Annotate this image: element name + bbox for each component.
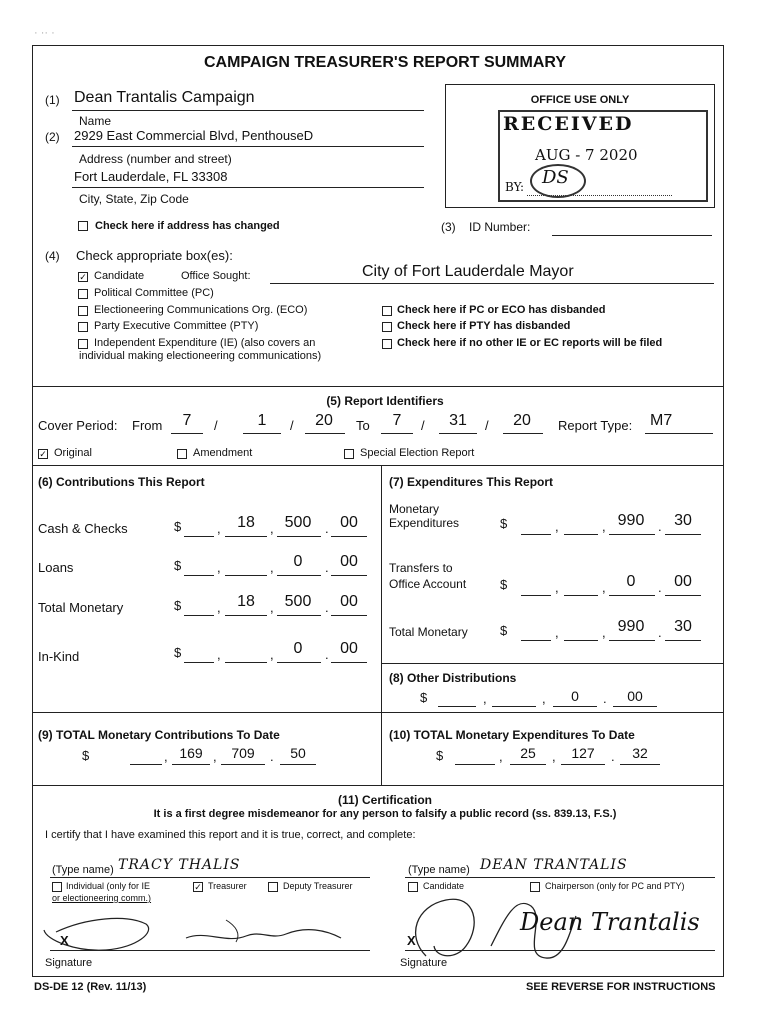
from-year-line bbox=[305, 433, 345, 434]
candidate-name-line bbox=[405, 877, 715, 878]
total-exp-comma-1: , bbox=[555, 625, 559, 640]
cover-period-label: Cover Period: bbox=[38, 418, 118, 433]
etd-cents: 32 bbox=[632, 745, 648, 761]
name-label: Name bbox=[79, 114, 112, 128]
transfers-dollar: $ bbox=[500, 577, 508, 592]
inkind-cents: 00 bbox=[340, 640, 358, 657]
report-type-value: M7 bbox=[650, 412, 673, 429]
monetary-exp-b4 bbox=[665, 534, 701, 535]
monetary-exp-b3 bbox=[609, 534, 655, 535]
individual-label-1: Individual (only for IE bbox=[66, 881, 151, 891]
city-line bbox=[72, 187, 424, 188]
monetary-exp-b2 bbox=[564, 534, 598, 535]
inkind-units: 0 bbox=[293, 640, 303, 657]
divider-8-9 bbox=[32, 712, 724, 713]
cash-dot: . bbox=[325, 521, 329, 536]
name-line bbox=[72, 110, 424, 111]
divider-9-10 bbox=[381, 712, 382, 785]
loans-label: Loans bbox=[38, 560, 74, 575]
loans-b4 bbox=[331, 575, 367, 576]
monetary-exp-comma-2: , bbox=[602, 519, 606, 534]
disband-pty-checkbox[interactable] bbox=[382, 322, 392, 332]
address-line bbox=[72, 146, 424, 147]
to-year: 20 bbox=[513, 412, 531, 429]
total-contrib-dollar: $ bbox=[174, 598, 182, 613]
monetary-exp-cents: 30 bbox=[674, 512, 692, 529]
cash-comma-1: , bbox=[217, 521, 221, 536]
candidate-cert-label: Candidate bbox=[423, 881, 465, 891]
to-month-line bbox=[381, 433, 413, 434]
no-other-label: Check here if no other IE or EC reports will be filed bbox=[397, 337, 663, 349]
treasurer-signature-label: Signature bbox=[45, 957, 93, 969]
total-contrib-b1 bbox=[184, 615, 214, 616]
cash-dollar: $ bbox=[174, 519, 182, 534]
treasurer-label: Treasurer bbox=[208, 881, 247, 891]
individual-checkbox[interactable] bbox=[52, 882, 62, 892]
other-dist-b3 bbox=[553, 706, 597, 707]
eco-label: Electioneering Communications Org. (ECO) bbox=[94, 304, 308, 316]
ctd-comma-2: , bbox=[213, 749, 217, 764]
candidate-signature-label: Signature bbox=[400, 957, 448, 969]
office-use-title: OFFICE USE ONLY bbox=[530, 94, 630, 106]
treasurer-signature bbox=[36, 900, 366, 960]
inkind-dollar: $ bbox=[174, 645, 182, 660]
monetary-exp-dollar: $ bbox=[500, 516, 508, 531]
treasurer-signature-line bbox=[50, 950, 370, 951]
chairperson-label: Chairperson (only for PC and PTY) bbox=[545, 881, 685, 891]
total-contrib-label: Total Monetary bbox=[38, 600, 124, 615]
contributions-title: (6) Contributions This Report bbox=[38, 475, 205, 489]
slash-2: / bbox=[290, 418, 294, 433]
address-label: Address (number and street) bbox=[79, 152, 232, 166]
loans-cents: 00 bbox=[340, 553, 358, 570]
cash-label: Cash & Checks bbox=[38, 521, 128, 536]
transfers-b4 bbox=[665, 595, 701, 596]
inkind-b4 bbox=[331, 662, 367, 663]
loans-b3 bbox=[277, 575, 321, 576]
total-exp-dot: . bbox=[658, 625, 662, 640]
total-contrib-b2 bbox=[225, 615, 267, 616]
pc-label: Political Committee (PC) bbox=[94, 287, 214, 299]
other-dist-cents: 00 bbox=[627, 688, 643, 704]
monetary-exp-units: 990 bbox=[617, 512, 645, 529]
cash-b2 bbox=[225, 536, 267, 537]
monetary-exp-b1 bbox=[521, 534, 551, 535]
other-dist-units: 0 bbox=[571, 688, 579, 704]
total-exp-dollar: $ bbox=[500, 623, 508, 638]
amendment-checkbox[interactable] bbox=[177, 449, 187, 459]
etd-b4 bbox=[620, 764, 660, 765]
divider-7-8 bbox=[381, 663, 724, 664]
to-day: 31 bbox=[449, 412, 467, 429]
report-type-line bbox=[645, 433, 713, 434]
id-number-label: ID Number: bbox=[469, 220, 531, 234]
from-day: 1 bbox=[257, 412, 267, 429]
transfers-b2 bbox=[564, 595, 598, 596]
total-exp-cents: 30 bbox=[674, 618, 692, 635]
monetary-exp-comma-1: , bbox=[555, 519, 559, 534]
total-exp-b3 bbox=[609, 640, 655, 641]
pty-checkbox[interactable] bbox=[78, 322, 88, 332]
from-day-line bbox=[243, 433, 281, 434]
office-sought-label: Office Sought: bbox=[181, 270, 251, 282]
initials: DS bbox=[542, 167, 569, 188]
deputy-label: Deputy Treasurer bbox=[283, 881, 353, 891]
to-year-line bbox=[503, 433, 543, 434]
inkind-comma-2: , bbox=[270, 647, 274, 662]
individual-label-2: or electioneering comm.) bbox=[52, 893, 152, 903]
id-number-field[interactable] bbox=[552, 235, 712, 236]
total-exp-to-date-title: (10) TOTAL Monetary Expenditures To Date bbox=[389, 728, 635, 742]
divider-4-5 bbox=[32, 386, 724, 387]
city-state-zip-value: Fort Lauderdale, FL 33308 bbox=[74, 169, 228, 184]
by-label: BY: bbox=[505, 180, 525, 194]
ctd-dot: . bbox=[270, 749, 274, 764]
num-4: (4) bbox=[45, 249, 60, 263]
address-changed-checkbox[interactable] bbox=[78, 221, 88, 231]
total-contrib-b3 bbox=[277, 615, 321, 616]
total-contrib-units: 500 bbox=[284, 593, 312, 610]
from-label: From bbox=[132, 418, 163, 433]
original-label: Original bbox=[54, 447, 92, 459]
ctd-b2 bbox=[172, 764, 210, 765]
treasurer-typed-name: TRACY THALIS bbox=[118, 857, 241, 873]
ctd-b3 bbox=[221, 764, 265, 765]
address-value: 2929 East Commercial Blvd, PenthouseD bbox=[74, 128, 314, 143]
total-contrib-comma-1: , bbox=[217, 600, 221, 615]
transfers-cents: 00 bbox=[674, 573, 692, 590]
office-sought-value: City of Fort Lauderdale Mayor bbox=[362, 263, 574, 280]
divider-6-7 bbox=[381, 465, 382, 712]
slash-1: / bbox=[214, 418, 218, 433]
total-exp-units: 990 bbox=[617, 618, 645, 635]
cash-b3 bbox=[277, 536, 321, 537]
ie-label-2: individual making electioneering communications) bbox=[79, 350, 322, 362]
ctd-thousands: 169 bbox=[179, 745, 203, 761]
inkind-comma-1: , bbox=[217, 647, 221, 662]
divider-10-11 bbox=[32, 785, 724, 786]
total-exp-comma-2: , bbox=[602, 625, 606, 640]
special-label: Special Election Report bbox=[360, 447, 475, 459]
candidate-checkbox[interactable]: ✓ bbox=[79, 272, 87, 282]
other-dist-b4 bbox=[613, 706, 657, 707]
treasurer-name-line bbox=[50, 877, 370, 878]
candidate-type-name-label: (Type name) bbox=[408, 864, 470, 876]
etd-b2 bbox=[510, 764, 546, 765]
report-identifiers-title: (5) Report Identifiers bbox=[326, 394, 444, 408]
monetary-exp-dot: . bbox=[658, 519, 662, 534]
total-contrib-to-date-title: (9) TOTAL Monetary Contributions To Date bbox=[38, 728, 280, 742]
treasurer-checkbox[interactable]: ✓ bbox=[194, 882, 202, 892]
slash-4: / bbox=[485, 418, 489, 433]
from-year: 20 bbox=[315, 412, 333, 429]
loans-units: 0 bbox=[293, 553, 303, 570]
campaign-name: Dean Trantalis Campaign bbox=[74, 89, 255, 106]
certification-title: (11) Certification bbox=[337, 793, 433, 807]
loans-b2 bbox=[225, 575, 267, 576]
candidate-signature-line bbox=[405, 950, 715, 951]
ctd-units: 709 bbox=[231, 745, 255, 761]
disband-pc-label: Check here if PC or ECO has disbanded bbox=[397, 304, 606, 316]
num-1: (1) bbox=[45, 93, 60, 107]
ctd-b4 bbox=[280, 764, 316, 765]
candidate-x-mark: X bbox=[407, 933, 416, 948]
total-contrib-comma-2: , bbox=[270, 600, 274, 615]
num-2: (2) bbox=[45, 130, 60, 144]
cash-b4 bbox=[331, 536, 367, 537]
monetary-exp-label-2: Expenditures bbox=[389, 516, 460, 530]
treasurer-type-name-label: (Type name) bbox=[52, 864, 114, 876]
total-contrib-b4 bbox=[331, 615, 367, 616]
ie-checkbox[interactable] bbox=[78, 339, 88, 349]
other-dist-comma-2: , bbox=[542, 691, 546, 706]
address-changed-label: Check here if address has changed bbox=[95, 220, 280, 232]
candidate-label: Candidate bbox=[94, 270, 145, 282]
from-month: 7 bbox=[182, 412, 192, 429]
scan-mark: · ·· · bbox=[34, 27, 55, 39]
candidate-signature: Dean Trantalis bbox=[520, 908, 700, 936]
etd-b1 bbox=[455, 764, 495, 765]
to-day-line bbox=[439, 433, 477, 434]
inkind-b2 bbox=[225, 662, 267, 663]
candidate-typed-name: DEAN TRANTALIS bbox=[480, 857, 628, 873]
divider-5-6 bbox=[32, 465, 724, 466]
other-distributions-title: (8) Other Distributions bbox=[389, 671, 517, 685]
other-dist-b2 bbox=[492, 706, 536, 707]
inkind-dot: . bbox=[325, 647, 329, 662]
total-exp-b4 bbox=[665, 640, 701, 641]
to-month: 7 bbox=[392, 412, 402, 429]
transfers-comma-1: , bbox=[555, 580, 559, 595]
certification-statement: I certify that I have examined this report and it is true, correct, and complete: bbox=[45, 829, 416, 841]
total-contrib-to-date-dollar: $ bbox=[82, 748, 90, 763]
pty-label: Party Executive Committee (PTY) bbox=[94, 320, 259, 332]
expenditures-title: (7) Expenditures This Report bbox=[389, 475, 554, 489]
loans-b1 bbox=[184, 575, 214, 576]
loans-comma-1: , bbox=[217, 560, 221, 575]
from-month-line bbox=[171, 433, 203, 434]
etd-comma-1: , bbox=[499, 749, 503, 764]
total-exp-b2 bbox=[564, 640, 598, 641]
transfers-dot: . bbox=[658, 580, 662, 595]
transfers-label-2: Office Account bbox=[389, 577, 467, 591]
etd-thousands: 25 bbox=[520, 745, 536, 761]
original-checkbox[interactable]: ✓ bbox=[39, 449, 47, 459]
ctd-cents: 50 bbox=[290, 745, 306, 761]
total-exp-b1 bbox=[521, 640, 551, 641]
to-label: To bbox=[356, 418, 370, 433]
special-checkbox[interactable] bbox=[344, 449, 354, 459]
received-text: RECEIVED bbox=[503, 113, 634, 135]
other-dist-dollar: $ bbox=[420, 690, 428, 705]
num-3: (3) bbox=[441, 220, 456, 234]
transfers-b3 bbox=[609, 595, 655, 596]
cash-thousands: 18 bbox=[237, 514, 255, 531]
disband-pc-checkbox[interactable] bbox=[382, 306, 392, 316]
other-dist-b1 bbox=[438, 706, 476, 707]
loans-dot: . bbox=[325, 560, 329, 575]
cash-cents: 00 bbox=[340, 514, 358, 531]
certification-warning: It is a first degree misdemeanor for any person to falsify a public record (ss. 839.13, F.S.) bbox=[153, 808, 617, 820]
loans-dollar: $ bbox=[174, 558, 182, 573]
cash-units: 500 bbox=[284, 514, 312, 531]
check-prompt: Check appropriate box(es): bbox=[76, 248, 233, 263]
transfers-b1 bbox=[521, 595, 551, 596]
form-id: DS-DE 12 (Rev. 11/13) bbox=[34, 981, 147, 993]
eco-checkbox[interactable] bbox=[78, 306, 88, 316]
report-type-label: Report Type: bbox=[558, 418, 633, 433]
office-sought-line bbox=[270, 283, 714, 284]
transfers-comma-2: , bbox=[602, 580, 606, 595]
no-other-checkbox[interactable] bbox=[382, 339, 392, 349]
ctd-b1 bbox=[130, 764, 162, 765]
form-title: CAMPAIGN TREASURER'S REPORT SUMMARY bbox=[203, 54, 567, 71]
ie-label-1: Independent Expenditure (IE) (also covers an bbox=[94, 337, 316, 349]
transfers-units: 0 bbox=[626, 573, 636, 590]
disband-pty-label: Check here if PTY has disbanded bbox=[397, 320, 571, 332]
total-contrib-thousands: 18 bbox=[237, 593, 255, 610]
treasurer-x-mark: X bbox=[60, 933, 69, 948]
loans-comma-2: , bbox=[270, 560, 274, 575]
etd-dot: . bbox=[611, 749, 615, 764]
cash-comma-2: , bbox=[270, 521, 274, 536]
transfers-label-1: Transfers to bbox=[389, 561, 453, 575]
cash-b1 bbox=[184, 536, 214, 537]
total-exp-label: Total Monetary bbox=[389, 625, 468, 639]
ctd-comma-1: , bbox=[164, 749, 168, 764]
deputy-checkbox[interactable] bbox=[268, 882, 278, 892]
instructions-note: SEE REVERSE FOR INSTRUCTIONS bbox=[526, 981, 716, 993]
total-contrib-dot: . bbox=[325, 600, 329, 615]
other-dist-comma-1: , bbox=[483, 691, 487, 706]
amendment-label: Amendment bbox=[193, 447, 253, 459]
total-contrib-cents: 00 bbox=[340, 593, 358, 610]
other-dist-dot: . bbox=[603, 691, 607, 706]
city-label: City, State, Zip Code bbox=[79, 192, 189, 206]
total-exp-to-date-dollar: $ bbox=[436, 748, 444, 763]
etd-units: 127 bbox=[571, 745, 595, 761]
monetary-exp-label-1: Monetary bbox=[389, 502, 440, 516]
inkind-b1 bbox=[184, 662, 214, 663]
received-date: AUG - 7 2020 bbox=[535, 146, 638, 164]
slash-3: / bbox=[421, 418, 425, 433]
inkind-b3 bbox=[277, 662, 321, 663]
inkind-label: In-Kind bbox=[38, 649, 80, 664]
etd-b3 bbox=[561, 764, 605, 765]
etd-comma-2: , bbox=[552, 749, 556, 764]
pc-checkbox[interactable] bbox=[78, 289, 88, 299]
